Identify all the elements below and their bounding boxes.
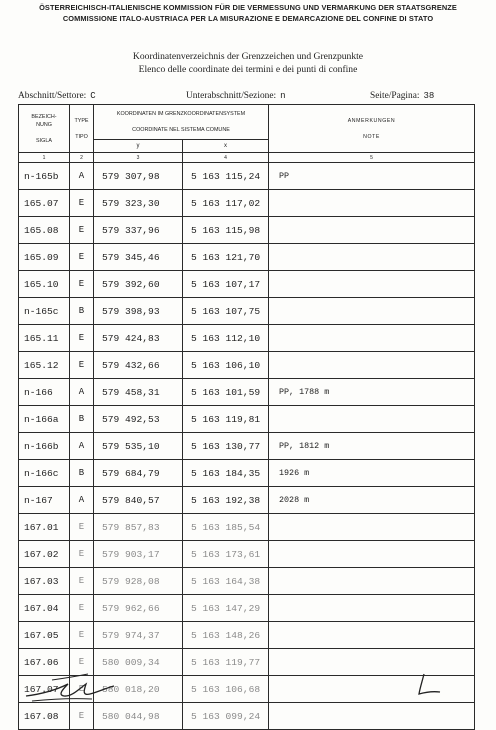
row-designation: n-165c xyxy=(19,298,70,325)
row-designation: n-166a xyxy=(19,406,70,433)
row-type: A xyxy=(70,379,94,406)
row-designation: n-166 xyxy=(19,379,70,406)
row-type: E xyxy=(70,568,94,595)
row-note xyxy=(269,352,475,379)
row-x-coordinate: 5 163 112,10 xyxy=(183,325,269,352)
row-y-coordinate: 579 535,10 xyxy=(94,433,183,460)
row-y-coordinate: 579 424,83 xyxy=(94,325,183,352)
row-designation: 167.02 xyxy=(19,541,70,568)
row-y-coordinate: 579 392,60 xyxy=(94,271,183,298)
row-y-coordinate: 579 840,57 xyxy=(94,487,183,514)
row-x-coordinate: 5 163 164,38 xyxy=(183,568,269,595)
table-row xyxy=(19,541,475,568)
row-type: B xyxy=(70,298,94,325)
row-y-coordinate: 580 009,34 xyxy=(94,649,183,676)
row-designation: 165.12 xyxy=(19,352,70,379)
signature-right xyxy=(414,672,444,698)
coordinates-table xyxy=(18,104,475,730)
table-row xyxy=(19,298,475,325)
row-type: E xyxy=(70,541,94,568)
row-y-coordinate: 579 398,93 xyxy=(94,298,183,325)
table-row xyxy=(19,433,475,460)
signature-left xyxy=(22,668,122,704)
row-y-coordinate: 579 962,66 xyxy=(94,595,183,622)
row-designation: 165.10 xyxy=(19,271,70,298)
row-designation: 165.11 xyxy=(19,325,70,352)
table-row xyxy=(19,325,475,352)
row-designation: 165.07 xyxy=(19,190,70,217)
row-note xyxy=(269,190,475,217)
row-type: B xyxy=(70,460,94,487)
row-note xyxy=(269,244,475,271)
table-row xyxy=(19,406,475,433)
row-designation: 167.07 xyxy=(19,676,70,703)
row-type: A xyxy=(70,487,94,514)
row-designation: n-166b xyxy=(19,433,70,460)
row-note xyxy=(269,298,475,325)
row-type: E xyxy=(70,595,94,622)
row-y-coordinate: 579 432,66 xyxy=(94,352,183,379)
row-note: PP, 1812 m xyxy=(269,433,475,460)
row-x-coordinate: 5 163 173,61 xyxy=(183,541,269,568)
row-x-coordinate: 5 163 107,17 xyxy=(183,271,269,298)
row-x-coordinate: 5 163 148,26 xyxy=(183,622,269,649)
header-coordinates: KOORDINATEN IM GRENZKOORDINATENSYSTEM COORDINATE NEL SISTEMA COMUNE xyxy=(94,105,269,140)
header-type: TYPE TIPO xyxy=(70,105,94,153)
row-type: E xyxy=(70,217,94,244)
column-number: 2 xyxy=(70,153,94,163)
column-number: 4 xyxy=(183,153,269,163)
row-y-coordinate: 579 903,17 xyxy=(94,541,183,568)
column-number: 1 xyxy=(19,153,70,163)
page-field xyxy=(370,91,434,101)
row-designation: n-166c xyxy=(19,460,70,487)
table-row xyxy=(19,460,475,487)
subsection-label: Unterabschnitt/Sezione: xyxy=(186,91,277,101)
page-label: Seite/Pagina: xyxy=(370,91,420,101)
row-type: E xyxy=(70,703,94,730)
table-row xyxy=(19,352,475,379)
row-note xyxy=(269,703,475,730)
table-row xyxy=(19,271,475,298)
row-x-coordinate: 5 163 115,98 xyxy=(183,217,269,244)
row-y-coordinate: 579 323,30 xyxy=(94,190,183,217)
row-designation: n-167 xyxy=(19,487,70,514)
row-type: A xyxy=(70,433,94,460)
table-row xyxy=(19,514,475,541)
header-x: x xyxy=(183,140,269,153)
row-x-coordinate: 5 163 107,75 xyxy=(183,298,269,325)
row-note: 1926 m xyxy=(269,460,475,487)
row-type: E xyxy=(70,190,94,217)
table-row xyxy=(19,595,475,622)
row-type: B xyxy=(70,406,94,433)
row-type: E xyxy=(70,622,94,649)
row-y-coordinate: 579 337,96 xyxy=(94,217,183,244)
row-y-coordinate: 579 928,08 xyxy=(94,568,183,595)
table-row xyxy=(19,190,475,217)
row-x-coordinate: 5 163 115,24 xyxy=(183,163,269,190)
header-notes: ANMERKUNGEN NOTE xyxy=(269,105,475,153)
table-row xyxy=(19,379,475,406)
row-designation: 167.05 xyxy=(19,622,70,649)
row-note: 2028 m xyxy=(269,487,475,514)
row-type: E xyxy=(70,325,94,352)
row-designation: 167.04 xyxy=(19,595,70,622)
commission-header-de: ÖSTERREICHISCH-ITALIENISCHE KOMMISSION FÜR DIE VERMESSUNG UND VERMARKUNG DER STAATSGRENZE xyxy=(39,3,457,12)
table-row xyxy=(19,568,475,595)
table-row xyxy=(19,163,475,190)
page-value: 38 xyxy=(423,91,435,101)
row-designation: 167.06 xyxy=(19,649,70,676)
row-note xyxy=(269,217,475,244)
row-y-coordinate: 580 044,98 xyxy=(94,703,183,730)
row-y-coordinate: 579 492,53 xyxy=(94,406,183,433)
document-title-de: Koordinatenverzeichnis der Grenzzeichen und Grenzpunkte xyxy=(132,51,364,62)
row-y-coordinate: 579 974,37 xyxy=(94,622,183,649)
row-note xyxy=(269,622,475,649)
row-y-coordinate: 580 018,20 xyxy=(94,676,183,703)
row-x-coordinate: 5 163 101,59 xyxy=(183,379,269,406)
subsection-value: n xyxy=(280,91,286,101)
row-y-coordinate: 579 458,31 xyxy=(94,379,183,406)
row-x-coordinate: 5 163 192,38 xyxy=(183,487,269,514)
row-x-coordinate: 5 163 117,02 xyxy=(183,190,269,217)
column-number: 5 xyxy=(269,153,475,163)
row-designation: 167.03 xyxy=(19,568,70,595)
table-row xyxy=(19,703,475,730)
row-note xyxy=(269,595,475,622)
row-y-coordinate: 579 684,79 xyxy=(94,460,183,487)
row-y-coordinate: 579 345,46 xyxy=(94,244,183,271)
row-type: E xyxy=(70,352,94,379)
row-note xyxy=(269,271,475,298)
section-label: Abschnitt/Settore: xyxy=(18,91,87,101)
row-note xyxy=(269,406,475,433)
row-x-coordinate: 5 163 185,54 xyxy=(183,514,269,541)
header-designation: BEZEICH- NUNG SIGLA xyxy=(19,105,70,153)
table-row xyxy=(19,244,475,271)
row-designation: n-165b xyxy=(19,163,70,190)
column-number: 3 xyxy=(94,153,183,163)
row-type: E xyxy=(70,244,94,271)
row-designation: 167.01 xyxy=(19,514,70,541)
row-y-coordinate: 579 857,83 xyxy=(94,514,183,541)
table-row xyxy=(19,622,475,649)
row-type: E xyxy=(70,649,94,676)
row-note xyxy=(269,568,475,595)
subsection-field xyxy=(186,91,286,101)
row-x-coordinate: 5 163 106,10 xyxy=(183,352,269,379)
row-note xyxy=(269,325,475,352)
row-type: E xyxy=(70,676,94,703)
header-y: y xyxy=(94,140,183,153)
row-note xyxy=(269,541,475,568)
row-type: A xyxy=(70,163,94,190)
row-x-coordinate: 5 163 130,77 xyxy=(183,433,269,460)
row-x-coordinate: 5 163 099,24 xyxy=(183,703,269,730)
row-x-coordinate: 5 163 121,70 xyxy=(183,244,269,271)
row-x-coordinate: 5 163 119,81 xyxy=(183,406,269,433)
table-row xyxy=(19,217,475,244)
row-note: PP, 1788 m xyxy=(269,379,475,406)
row-x-coordinate: 5 163 184,35 xyxy=(183,460,269,487)
row-designation: 167.08 xyxy=(19,703,70,730)
section-value: C xyxy=(90,91,96,101)
table-row xyxy=(19,487,475,514)
row-x-coordinate: 5 163 106,68 xyxy=(183,676,269,703)
row-x-coordinate: 5 163 119,77 xyxy=(183,649,269,676)
row-type: E xyxy=(70,271,94,298)
row-note: PP xyxy=(269,163,475,190)
row-note xyxy=(269,514,475,541)
commission-header-it: COMMISSIONE ITALO-AUSTRIACA PER LA MISURAZIONE E DEMARCAZIONE DEL CONFINE DI STATO xyxy=(62,14,434,23)
row-designation: 165.09 xyxy=(19,244,70,271)
row-type: E xyxy=(70,514,94,541)
row-designation: 165.08 xyxy=(19,217,70,244)
row-y-coordinate: 579 307,98 xyxy=(94,163,183,190)
document-title-it: Elenco delle coordinate dei termini e dei punti di confine xyxy=(138,64,358,75)
row-x-coordinate: 5 163 147,29 xyxy=(183,595,269,622)
section-field xyxy=(18,91,96,101)
